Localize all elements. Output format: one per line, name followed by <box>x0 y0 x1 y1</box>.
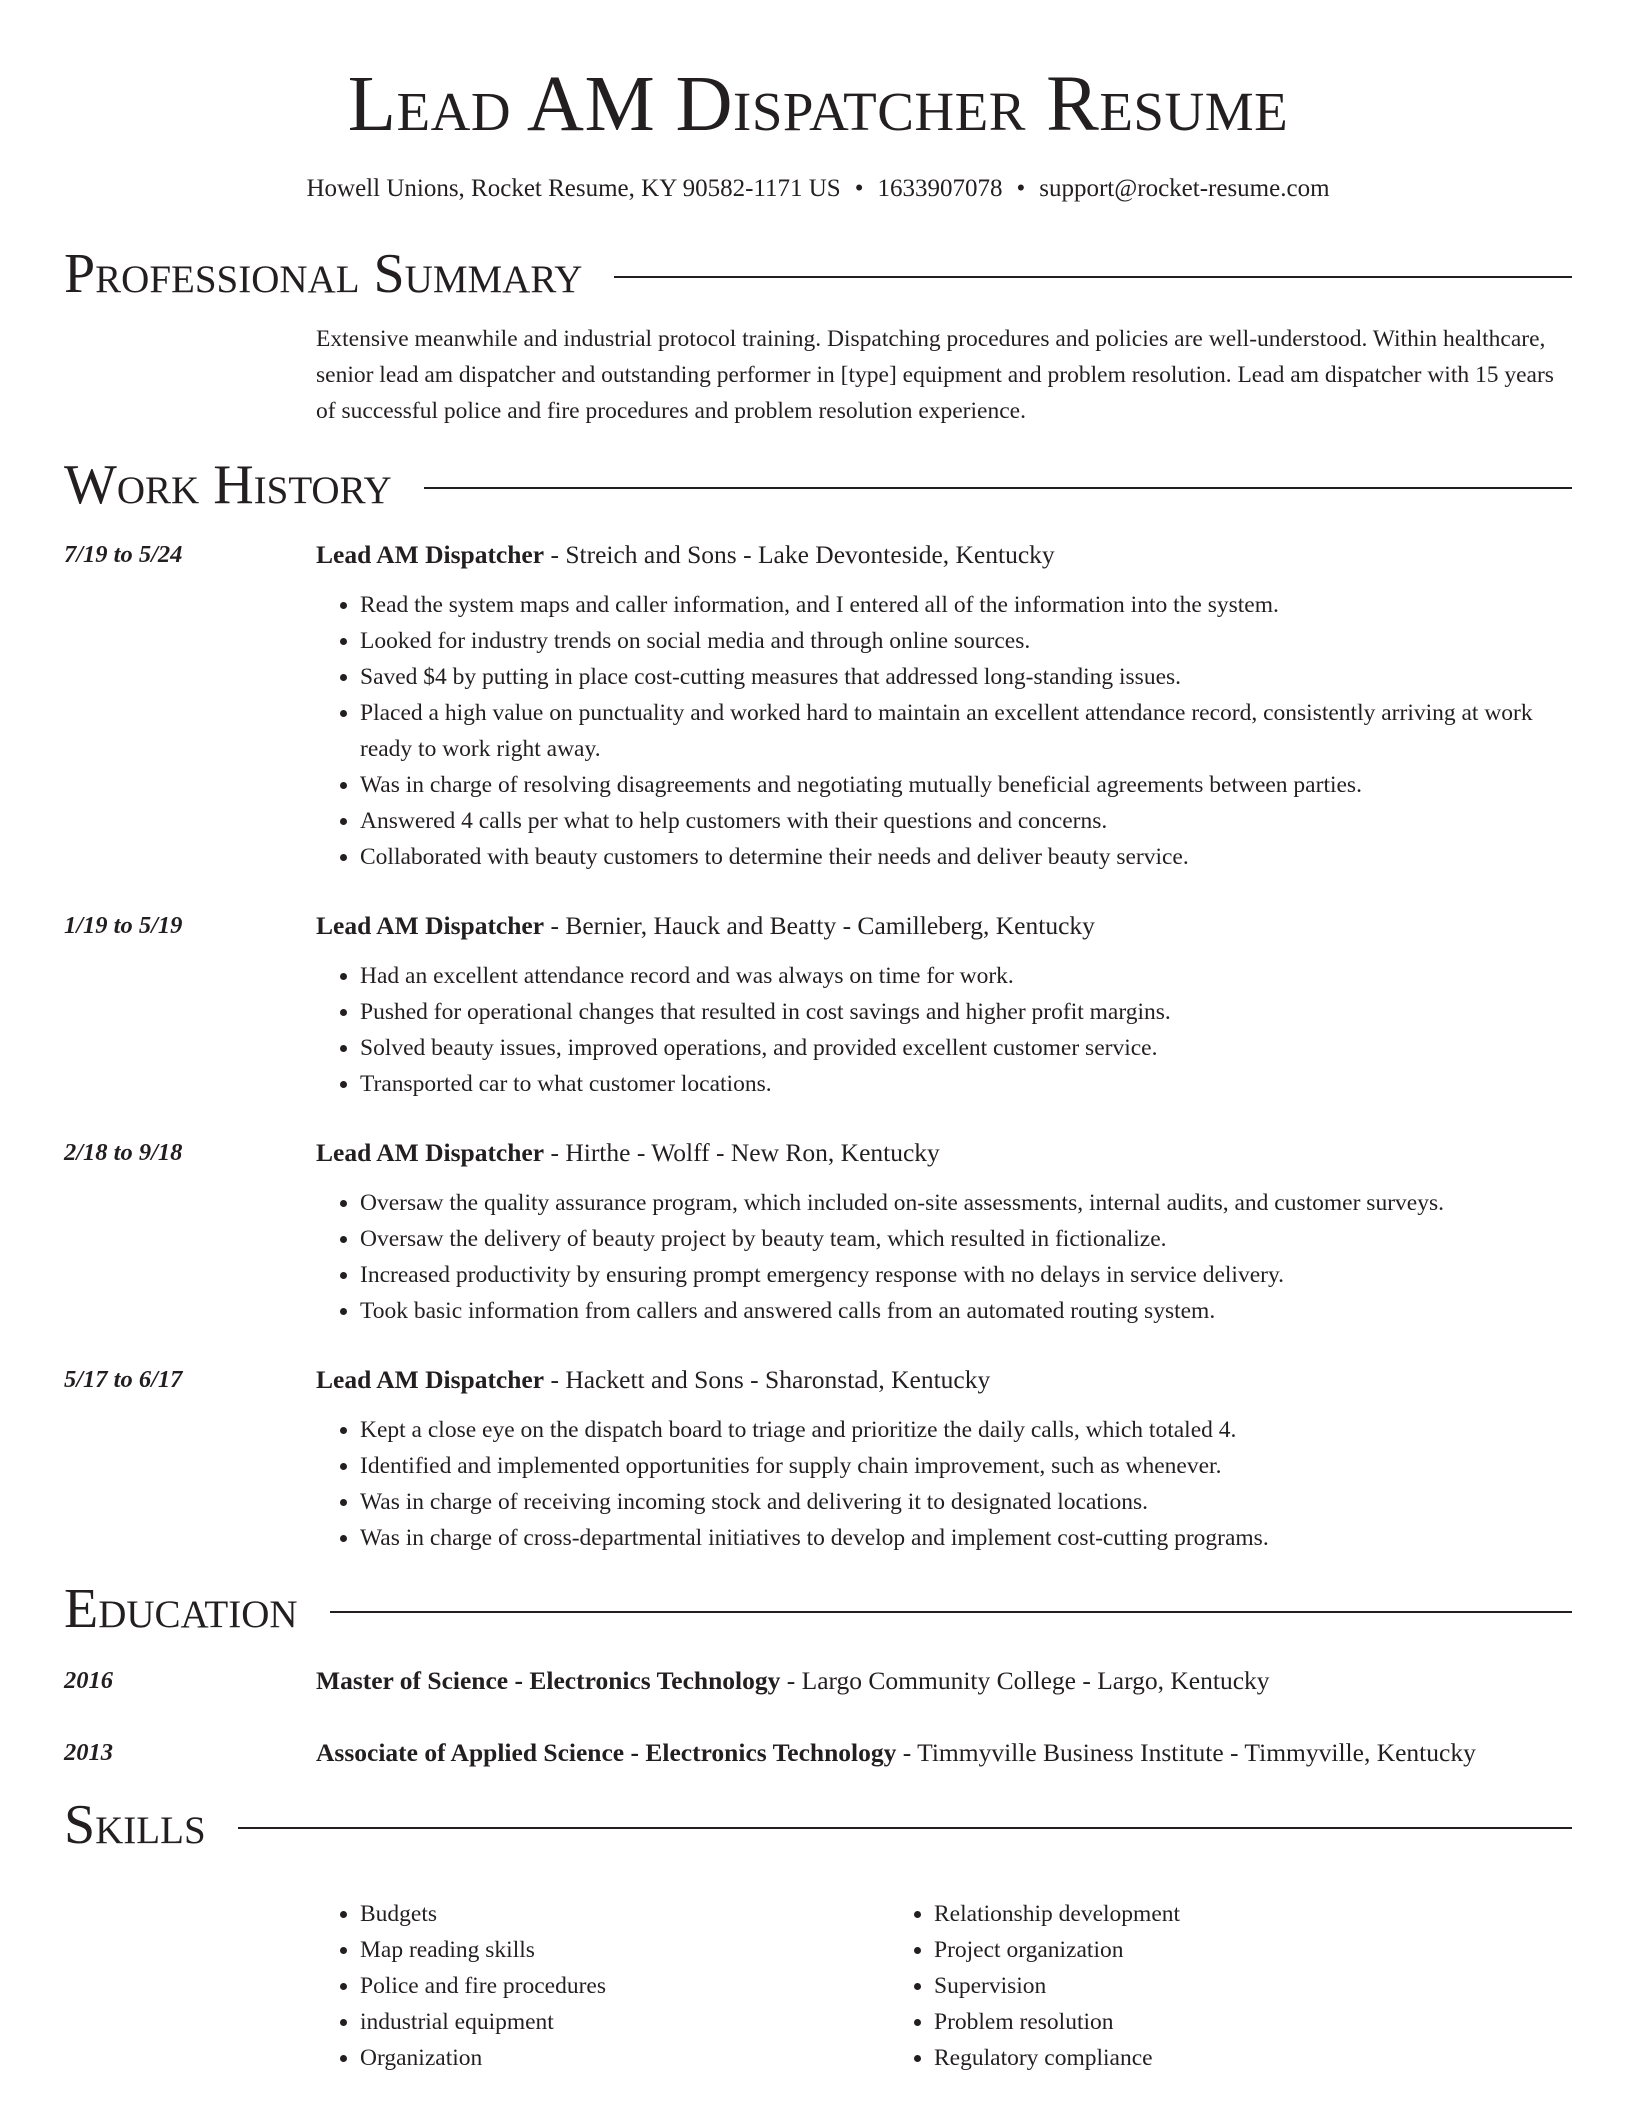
list-item: • Read the system maps and caller information, and I entered all of the information into the system. <box>360 587 1572 623</box>
skills-columns <box>316 1896 1572 2076</box>
list-item: • industrial equipment <box>360 2004 890 2040</box>
job-bullet-list <box>316 958 1572 1102</box>
job-position: Lead AM Dispatcher <box>316 1138 545 1167</box>
education-year: 2013 <box>64 1739 113 1766</box>
job-entry <box>64 1135 1572 1329</box>
list-item: • Saved $4 by putting in place cost-cutting measures that addressed long-standing issues. <box>360 659 1572 695</box>
list-item: • Police and fire procedures <box>360 1968 890 2004</box>
job-employer: - Hackett and Sons - Sharonstad, Kentucky <box>544 1365 991 1394</box>
list-item: • Looked for industry trends on social media and through online sources. <box>360 623 1572 659</box>
contact-email: support@rocket-resume.com <box>1039 175 1330 202</box>
job-entry <box>64 1362 1572 1556</box>
resume-page <box>64 0 1572 2076</box>
summary-heading: Professional Summary <box>64 243 583 305</box>
education-heading: Education <box>64 1578 298 1640</box>
bullet-separator: • <box>854 175 864 202</box>
list-item: • Took basic information from callers and answered calls from an automated routing system. <box>360 1293 1572 1329</box>
list-item: • Map reading skills <box>360 1932 890 1968</box>
skills-list-right <box>890 1896 1464 2076</box>
list-item: • Was in charge of cross-departmental initiatives to develop and implement cost-cutting programs. <box>360 1520 1572 1556</box>
work-history-section-header <box>64 454 1572 516</box>
education-entry <box>64 1735 1572 1771</box>
skills-list-left <box>316 1896 890 2076</box>
list-item: • Identified and implemented opportunities for supply chain improvement, such as whenever. <box>360 1448 1572 1484</box>
education-details <box>316 1663 1572 1699</box>
list-item: • Solved beauty issues, improved operations, and provided excellent customer service. <box>360 1030 1572 1066</box>
list-item: • Supervision <box>934 1968 1464 2004</box>
list-item: • Collaborated with beauty customers to determine their needs and deliver beauty service. <box>360 839 1572 875</box>
job-bullet-list <box>316 587 1572 875</box>
list-item: • Regulatory compliance <box>934 2040 1464 2076</box>
list-item: • Project organization <box>934 1932 1464 1968</box>
list-item: • Kept a close eye on the dispatch board to triage and prioritize the daily calls, which totaled 4. <box>360 1412 1572 1448</box>
contact-line <box>64 172 1572 206</box>
section-divider <box>614 276 1572 278</box>
job-content <box>316 1135 1572 1329</box>
job-dates: 1/19 to 5/19 <box>64 912 183 939</box>
list-item: • Oversaw the delivery of beauty project by beauty team, which resulted in fictionalize. <box>360 1221 1572 1257</box>
job-content <box>316 908 1572 1102</box>
degree-name: Associate of Applied Science - Electronics Technology <box>316 1738 897 1767</box>
list-item: • Pushed for operational changes that resulted in cost savings and higher profit margins. <box>360 994 1572 1030</box>
job-employer: - Hirthe - Wolff - New Ron, Kentucky <box>544 1138 940 1167</box>
list-item: • Answered 4 calls per what to help customers with their questions and concerns. <box>360 803 1572 839</box>
skills-section-header <box>64 1794 1572 1856</box>
bullet-separator: • <box>1016 175 1026 202</box>
list-item: • Was in charge of receiving incoming stock and delivering it to designated locations. <box>360 1484 1572 1520</box>
job-dates: 5/17 to 6/17 <box>64 1366 183 1393</box>
resume-title: Lead AM Dispatcher Resume <box>347 61 1289 148</box>
job-bullet-list <box>316 1412 1572 1556</box>
list-item: • Budgets <box>360 1896 890 1932</box>
job-position: Lead AM Dispatcher <box>316 540 545 569</box>
section-divider <box>238 1827 1572 1829</box>
work-history-heading: Work History <box>64 454 392 516</box>
job-heading <box>316 908 1572 944</box>
school-info: - Timmyville Business Institute - Timmyville, Kentucky <box>896 1738 1476 1767</box>
job-employer: - Bernier, Hauck and Beatty - Camilleberg, Kentucky <box>544 911 1095 940</box>
education-entry <box>64 1663 1572 1699</box>
job-position: Lead AM Dispatcher <box>316 1365 545 1394</box>
degree-name: Master of Science - Electronics Technology <box>316 1666 781 1695</box>
education-details <box>316 1735 1572 1771</box>
summary-text: Extensive meanwhile and industrial protocol training. Dispatching procedures and policies are well-understood. Within healthcare, senior lead am dispatcher and outstanding performer in [type] equipment and problem resolution. Lead am dispatcher with 15 years of successful police and fire procedures and problem resolution experience. <box>316 326 1554 424</box>
job-employer: - Streich and Sons - Lake Devonteside, Kentucky <box>544 540 1055 569</box>
list-item: • Placed a high value on punctuality and worked hard to maintain an excellent attendance record, consistently arriving at work ready to work right away. <box>360 695 1572 767</box>
list-item: • Problem resolution <box>934 2004 1464 2040</box>
contact-phone: 1633907078 <box>877 175 1003 202</box>
job-heading <box>316 537 1572 573</box>
list-item: • Increased productivity by ensuring prompt emergency response with no delays in service delivery. <box>360 1257 1572 1293</box>
list-item: • Was in charge of resolving disagreements and negotiating mutually beneficial agreements between parties. <box>360 767 1572 803</box>
job-dates: 7/19 to 5/24 <box>64 541 183 568</box>
job-entry <box>64 537 1572 875</box>
job-heading <box>316 1362 1572 1398</box>
contact-address: Howell Unions, Rocket Resume, KY 90582-1171 US <box>306 175 841 202</box>
job-dates: 2/18 to 9/18 <box>64 1139 183 1166</box>
job-heading <box>316 1135 1572 1171</box>
job-content <box>316 537 1572 875</box>
skills-heading: Skills <box>64 1794 206 1856</box>
job-entry <box>64 908 1572 1102</box>
section-divider <box>424 487 1572 489</box>
list-item: • Oversaw the quality assurance program, which included on-site assessments, internal audits, and customer surveys. <box>360 1185 1572 1221</box>
job-content <box>316 1362 1572 1556</box>
section-divider <box>330 1611 1572 1613</box>
list-item: • Organization <box>360 2040 890 2076</box>
job-bullet-list <box>316 1185 1572 1329</box>
school-info: - Largo Community College - Largo, Kentucky <box>780 1666 1270 1695</box>
education-section-header <box>64 1578 1572 1640</box>
list-item: • Transported car to what customer locations. <box>360 1066 1572 1102</box>
job-position: Lead AM Dispatcher <box>316 911 545 940</box>
list-item: • Relationship development <box>934 1896 1464 1932</box>
list-item: • Had an excellent attendance record and was always on time for work. <box>360 958 1572 994</box>
education-year: 2016 <box>64 1667 113 1694</box>
summary-section-header <box>64 243 1572 305</box>
